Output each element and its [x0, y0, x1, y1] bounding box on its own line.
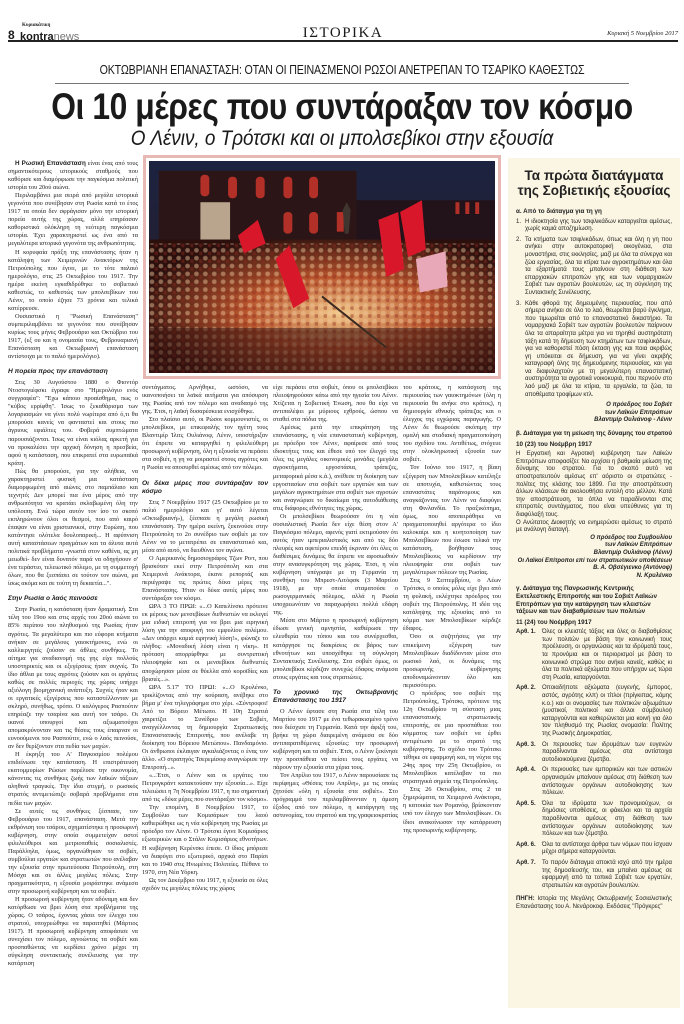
article-column-1 [8, 160, 138, 1020]
sidebar-title: Τα πρώτα διατάγματα της Σοβιετικής εξουσίας [517, 168, 671, 198]
paragraph-text: «...Έτσι, ο Λένιν και οι εργάτες του Πετρογκράντ κατακτούσαν την εξουσία...». Είχε τελειώσει η 7η Νοεμβρίου 1917, η πιο σημαντική από τις «δέκα μέρες που συντάραξαν τον κόσμο». [142, 772, 268, 804]
page-header [8, 24, 678, 42]
paragraph-text: Την επομένη, 8 Νοεμβρίου 1917, το Συμβούλιο των Κομισάριων του λαού καθιερώθηκε ως η νέα κυβέρνηση της Ρωσίας με πρόεδρο τον Λένιν. Ο Τρότσκι έγινε Κομισάριος εξωτερικών και ο Στάλιν Κομισάριος εθνοτήτων. Η κυβέρνηση Κερένσκι έπεσε. Ο ίδιος μπόρεσε να διαφύγει στο εξωτερικό, αρχικά στο Παρίσι και το 1940 στις Ηνωμένες Πολιτείες. Πέθανε το 1970, στη Νέα Υόρκη. [142, 804, 268, 876]
item-text: Οι περιουσίες των ιδρυμάτων των ευγενών παραδίνονται αμέσως στα αντίστοιχα αυτοδιοικούμενα ζέμστβο. [542, 741, 672, 763]
paragraph [142, 384, 268, 416]
headline: Οι 10 μέρες που συντάραξαν τον κόσμο [51, 86, 633, 127]
decree-c-articles [516, 629, 672, 890]
paragraph-text: Ως τον Δεκέμβριο του 1917, η εξουσία σε όλες σχεδόν τις μεγάλες πόλεις της χώρας [142, 876, 268, 892]
item-number: Αρθ. 7. [516, 859, 536, 866]
paragraph-text: Η έκρηξη του Α' Παγκοσμίου πολέμου επιδείνωσε την κατάσταση. Η επιστράτευση εκατομμυρίων Ρώσων παρέλυσε την οικονομία, κάνοντας τις συνθήκες ζωής των λαϊκών τάξεων αληθινά τραγικές. Την ίδια στιγμή, ο ρωσικός στρατός αντιμετώπιζε σοβαρά προβλήματα στα πεδία των μαχών. [8, 751, 138, 807]
paragraph-text: Η προσωρινή κυβέρνηση ήταν αδύναμη και δεν κατόρθωσε να βρει λύση στα προβλήματα της χώρας. Ο τσάρος, έχοντας χάσει τον έλεγχο του στρατού, υποχρεώθηκε να παραιτηθεί (Μάρτιος 1917). Η προσωρινή κυβέρνηση αποφάσισε να συνεχίσει τον πόλεμο, αγνοώντας τα σοβιέτ και προσπαθώντας να κερδίσει χρόνο μέχρι τη σύγκληση συντακτικής συνέλευσης για την κατάρτιση [8, 896, 138, 968]
paragraph-text: συντάγματος. Αρνήθηκε, ωστόσο, να ικανοποιήσει τα λαϊκά αιτήματα για απόσυρση της Ρωσίας από τον πόλεμο και αναδασμό της γης. Έτσι, η λαϊκή δυσαρέσκεια ενισχύθηκε. [142, 384, 268, 416]
section-subheading: Οι δέκα μέρες που συντάραξαν τον κόσμο [142, 479, 268, 495]
paragraph [142, 877, 268, 893]
revolution-painting [143, 155, 501, 379]
item-text: Οποιαδήποτε αξιώματα (ευγενής, έμπορος, αστός, αγρότης κλπ) οι τίτλοι (πρίγκιπας, κόμης κ.ο.) και οι ονομασίες των πολιτικών αξιωμάτων (μυστικοί, πολιτικοί και άλλοι σύμβουλοι) καταργούνται και καθιερώνεται μια κοινή για όλο τον πληθυσμό της Ρωσίας ονομασία: Πολίτης της Ρωσικής Δημοκρατίας. [542, 685, 672, 737]
paragraph [8, 606, 138, 751]
paragraph-lead: Η Ρωσική Επανάσταση [15, 160, 86, 167]
item-number: Αρθ. 2. [516, 685, 536, 692]
source-note: ΠΗΓΗ: Ιστορία της Μεγάλης Οκτωβριανής Σοσιαλιστικής Επανάστασης του Α. Νενάροκοφ. Εκδόσεις "Πρόγκρες" [516, 896, 672, 910]
paragraph-text: Πώς θα μπορούσε, για την αλήθεια, να χαρακτηριστεί φυσική μια κατάσταση διαμορφωμένη από αιώνες στο παμπάλαιο και τεχνητό; Δεν μπορεί πια ένα μέρος από την ανθρωπότητα να κρατάει σκλαβωμένη όλη την υπόλοιπη. Ενώ τώρα αυτόν τον ίσο το σκοπό εκπληρώνουν όλοι οι θεσμοί, που από καιρό έπαψαν να είναι χριστιανικοί, στην Ευρώπη, που κατάντησε ολότελα δουλοπαρική... Η αφύπνιση αυτή καταστάσεων πραγμάτων και τα άλυτα αυτά πολιτικά προβλήματα -γνωστά στον καθένα, ας μη μειωθεί- δεν είναι δυνατόν παρά να οδηγήσουν σ' ένα τεράστιο, τελειωτικό πόλεμο, με τη συμμετοχή όλων, που θα ξεσπάσει σε τούτον τον αιώνα, μα ίσως ακόμα και σε τούτη τη δεκαετία...". [8, 467, 138, 588]
paragraph-text: Όσο οι συζητήσεις για την επικείμενη εξέγερση των Μπολσεβίκων διαδίδονταν μέσα στο ρωσικό λαό, οι δυνάμεις της προσωρινής κυβέρνησης αποδυναμώνονταν όλο και περισσότερο. [403, 633, 501, 689]
decree-item [516, 629, 672, 682]
section-subheading: Το χρονικό της Οκτωβριανής Επανάστασης του 1917 [273, 688, 398, 704]
paragraph [273, 424, 398, 513]
item-number: 3. [516, 300, 522, 307]
paragraph [8, 808, 138, 897]
paragraph [403, 464, 501, 577]
item-number: 1. [516, 218, 522, 225]
paragraph-text: Η κορυφαία πράξη της επανάστασης ήταν η κατάληψη των Χειμερινών Ανακτόρων της Πετρούπολης που έγινε, με το τότε παλαιό ημερολόγιο, στις 25 Οκτωβρίου του 1917. Την ημέρα εκείνη εγκαθιδρύθηκε το σοβιετικό καθεστώς, το καθεστώς των μπολσεβίκων του Λένιν, το οποίο έζησε 73 χρόνια και τελικά κατέρρευσε. [8, 248, 138, 312]
section-subheading: Στην Ρωσία ο λαός πεινούσε [8, 595, 98, 603]
item-number: Αρθ. 5. [516, 800, 536, 807]
signature-line: Β. Α. Οβσέγιενκο (Αντόνοφ) [593, 565, 672, 572]
decree-a-list [516, 219, 672, 400]
paragraph [403, 633, 501, 689]
paragraph-text: είναι ένας από τους σημαντικότερους ιστορικούς σταθμούς που καθόρισε και διαμόρφωσε την παγκόσμια πολιτική ιστορία του 20ού αιώνα. [8, 160, 138, 192]
paragraph-text: Τον Απρίλιο του 1917, ο Λένιν παρουσίασε τις περίφημες «Θέσεις του Απρίλη», με τις οποίες ζητούσε «όλη η εξουσία στα σοβιέτ». Στο πρόγραμμά του περιλαμβάνονταν η άμεση έξοδος από τον πόλεμο, η κατάργηση της αστυνομίας, του στρατού και της γραφειοκρατίας [273, 772, 398, 820]
paragraph-text: Στις 26 Οκτωβρίου, στις 2 τα ξημερώματα, τα Χειμερινά Ανάκτορα, η κατοικία των Ρομανόφ, βρίσκονταν υπό τον έλεγχο των Μπολσεβίκων. Οι ίδιοι ανακοίνωσαν την κατάρρευση της προσωρινής κυβέρνησης. [403, 786, 501, 834]
kicker: ΟΚΤΩΒΡΙΑΝΗ ΕΠΑΝΑΣΤΑΣΗ: ΟΤΑΝ ΟΙ ΠΕΙΝΑΣΜΕΝΟΙ ΡΩΣΟΙ ΑΝΕΤΡΕΠΑΝ ΤΟ ΤΣΑΡΙΚΟ ΚΑΘΕΣΤΩΣ [99, 62, 585, 77]
paragraph [403, 690, 501, 787]
paragraph [142, 416, 268, 472]
paragraph [273, 772, 398, 820]
paragraph [142, 804, 268, 876]
paragraph [273, 384, 398, 424]
paragraph [403, 384, 501, 464]
decree-b-date: 10 (23) του Νοέμβρη 1917 [516, 440, 593, 448]
paragraph [273, 708, 398, 772]
item-text: Όλες οι κλειστές τάξεις και όλες οι διαβαθμίσεις των πολιτών με βάση την κοινωνική τους προέλευση, οι οργανώσεις και τα ιδρύματά τους, τα προνόμια και οι περιορισμοί με βάση το κοινωνικό στρώμα που ανήκει κανείς, καθώς κι όλα τα πολιτικά αξιώματα που υπήρχαν ως τώρα στη Ρωσία, καταργούνται. [542, 629, 672, 681]
decree-item [516, 237, 672, 298]
crowd-painting-image [149, 161, 495, 373]
decree-item [516, 742, 672, 765]
paragraph [273, 513, 398, 618]
section-subheading: Η πορεία προς την επανάσταση [8, 368, 108, 376]
item-number: 2. [516, 236, 522, 243]
paragraph-text: Στις 7 Νοεμβρίου 1917 (25 Οκτωβρίου με το παλιό ημερολόγιο και γι' αυτό λέγεται «Οκτωβριανή»), ξέσπασε η μεγάλη ρωσική επανάσταση. Την ημέρα εκείνη, ξεκινούσε στην Πετρούπολη το 2ο συνέδριο των σοβιέτ με τον Λένιν να το μετατρέπει σε επαναστατικό και, μέσα από αυτό, να διευθύνει τον αγώνα. [142, 498, 268, 554]
page-number: 8 [8, 28, 15, 42]
paragraph-text: Αμέσως μετά την επικράτηση της επανάστασης, η νέα επαναστατική κυβέρνηση, με πρόεδρο τον Λένιν, αφαίρεσε από τους ιδιοκτήτες τους και έθεσε υπό τον έλεγχό της όλες τις μεγάλες οικονομικές μονάδες (μεγάλα αγροκτήματα, εργοστάσια, τράπεζες, μεταφορικά μέσα κ.ά.), ανέθεσε τη διοίκηση των εργοστασίων στα σοβιέτ των εργατών και των μεγάλων αγροκτημάτων στα σοβιέτ των αγροτών και αναγνώρισε το δικαίωμα της αυτοδιάθεσης στις διάφορες εθνότητες της χώρας. [273, 424, 398, 512]
paragraph-text: Σε αυτές τις συνθήκες ξέσπασε, τον Φεβρουάριο του 1917, επανάσταση. Μετά την εκθρόνιση του τσάρου, σχηματίστηκε η προσωρινή κυβέρνηση, στην οποία συμμετείχαν αστοί φιλελεύθεροι και μετριοπαθείς σοσιαλιστές. Παράλληλα, όμως, οργανώθηκαν τα σοβιέτ, συμβούλια εργατών και στρατιωτών που ανέλαβαν την εξουσία στην πρωτεύουσα Πετρούπολη, στη Μόσχα και σε άλλες μεγάλες πόλεις. Στην πραγματικότητα, η εξουσία μοιράστηκε ανάμεσα στην προσωρινή κυβέρνηση και τα σοβιέτ. [8, 807, 138, 896]
item-text: Το παρόν διάταγμα αποκτά ισχύ από την ημέρα της δημοσίευσής του, και μπαίνει αμέσως σε εφαρμογή από τα τοπικά Σοβιέτ των εργατών, στρατιωτών και αγροτών βουλευτών. [542, 859, 672, 889]
decree-item [516, 685, 672, 738]
paragraph-text: ΩΡΑ 3 ΤΟ ΠΡΩΙ: «...Ο Καπελίνσκι πρότεινε εκ μέρους των μενσεβίκων διεθνιστών να εκλεγεί μια ειδική επιτροπή για να βρει μια ειρηνική λύση για την αποφυγή του εμφυλίου πολέμου. «Δεν υπάρχει καμιά ειρηνική λύση!», φώναζε το πλήθος: «Μοναδική λύση είναι η νίκη». Η πρόταση απορρίφθηκε με συντριπτική πλειοψηφία και οι μενσεβίκοι διεθνιστές αποχώρησαν μέσα σε θύελλα από κοροϊδίες και βρισιές...». [142, 603, 268, 683]
signature-line: Ν. Κρυλένκο [636, 572, 672, 579]
decree-item [516, 842, 672, 857]
paragraph-text: Ο Αμερικανός δημοσιογράφος Τζων Ριντ, που βρισκόταν εκεί στην Πετρούπολη και στα Χειμερινά Ανάκτορα, έκανε ρεπορτάζ και περιέγραψε τις πρώτες δέκα μέρες της Επανάστασης. Ήταν οι δέκα αυτές μέρες που συντάραξαν τον κόσμο. [142, 554, 268, 603]
item-text: Όλα τα αντίστοιχα άρθρα των νόμων που ίσχυαν μέχρι σήμερα καταργούνται. [542, 841, 672, 856]
paragraph [142, 499, 268, 555]
paragraph [273, 617, 398, 681]
signature-line: Ο πρόεδρος του Σοβιέτ [606, 402, 672, 409]
item-text: Όλα τα ιδρύματα των προνομιούχων, οι δημόσιες υποθέσεις, οι φάκελοι και τα αρχεία παραδίνονται αμέσως στη διάθεση των αντίστοιχων οργάνων αυτοδιοίκησης των πόλεων και των ζέμστβο. [542, 800, 672, 838]
paragraph [8, 160, 138, 192]
paragraph [142, 555, 268, 603]
paragraph [403, 577, 501, 633]
paragraph-text: Στην Ρωσία, η κατάσταση ήταν δραματική. Στα τέλη του 19ου και στις αρχές του 20ού αιώνα το 85% περίπου του πληθυσμού της Ρωσίας ήταν αγρότες. Τα μεγαλύτερα και πιο εύφορα κτήματα ανήκαν σε μεγάλους γαιοκτήμονες, ενώ οι καλλιεργητές ζούσαν σε άθλιες συνθήκες. Το αίτημα για αναδιανομή της γης είχε πολλούς υποστηρικτές και οι εξεγέρσεις ήταν συχνές. Το ίδιο άθλια με τους αγρότες ζούσαν και οι εργάτες καθώς σε πολλές περιοχές της χώρας υπήρχε αξιόλογη βιομηχανική ανάπτυξη. Συχνές ήταν και οι εργατικές εξεγέρσεις που καταστέλλονταν με σκληρό, συνήθως, τρόπο. Ο καλόγερος Ρασπούτιν επηρέαζε την τσαρίνα και αυτή τον τσάρο. Οι ικανοί υπουργοί και αξιωματούχοι απομακρύνονταν και τις θέσεις τους έπαιρναν οι ευνοούμενοι του Ρασπούτιν, ενώ ο λαός πεινούσε, αν δεν θερίζονταν στα πεδία των μαχών. [8, 606, 138, 751]
issue-date: Κυριακή 5 Νοεμβρίου 2017 [607, 30, 678, 37]
paragraph-text: Ο Λένιν έφτασε στη Ρωσία στα τέλη του Μαρτίου του 1917 με ένα τεθωρακισμένο τρένο που διέσχισε τη Γερμανία. Κατά την άφιξή του, βρήκε τη χώρα διαιρεμένη ανάμεσα σε δύο αντιπαρατιθέμενες εξουσίες: την προσωρινή κυβέρνηση και τα σοβιέτ. Έτσι, ο Λένιν ξεκίνησε την προσπάθεια να πείσει τους εργάτες να πάρουν την εξουσία στα χέρια τους. [273, 707, 398, 772]
paragraph-text: Στις 9 Σεπτεμβρίου, ο Λέων Τρότσκι, ο οποίος μόλις είχε βγει από τη φυλακή, εκλέχτηκε πρόεδρος του σοβιέτ της Πετρούπολης. Η ιδέα της κατάληψης της εξουσίας από το κόμμα των Μπολσεβίκων κέρδιζε έδαφος. [403, 577, 501, 633]
paragraph-text: Στις 30 Αυγούστου 1880 ο Φιοντόρ Ντοστογιέφσκι έγραφε στο "Ημερολόγιο ενός συγγραφέα": "Έχω κάποιο προαίσθημα, πως ο "κύβος ερρίφθη". Ίσως το ξεκαθάρισμα των λογαριασμών να γίνει πολύ νωρίτερα από ό,τι θα μπορούσε κανείς να φανταστεί και στους πιο άγριους εφιάλτες του. Φοβερά συμπτώματα παρουσιάζονται. Ίσως να είναι κιόλας αρκετή για να προκαλέσει την αρχική δόνηση η πρεσβεία, αφού η κατάσταση, που επικρατεί στα ευρωπαϊκά κράτη. [8, 379, 138, 467]
paragraph [8, 468, 138, 589]
paragraph [403, 786, 501, 834]
paragraph-text: Τον Ιούνιο του 1917, η βίαιη εξέγερση των Μπολσεβίκων κατέληξε σε αποτυχία, καθιστώντας τους επαναστάτες παράνομους και αναγκάζοντας τον Λένιν να διαφύγει στη Φινλανδία. Το πραξικόπημα, όμως, που αποπειράθηκε να πραγματοποιηθεί αργότερα το ίδιο καλοκαίρι και η κινητοποίηση των Μπολσεβίκων που έσωσε τελικά την κατάσταση, βοήθησαν τους Μπολσεβίκους να κερδίσουν την πλειοψηφία στα σοβιέτ των μεγαλύτερων πόλεων της Ρωσίας. [403, 464, 501, 577]
paragraph-text: Περιλαμβάνει μια σειρά από μεγάλα ιστορικά γεγονότα που συνέβησαν στη Ρωσία κατά το έτος 1917 τα οποία δεν σφράγισαν μόνο την ιστορική πορεία αυτής της χώρας, αλλά επηρέασαν καθοριστικά ολόκληρη τη νεότερη παγκόσμια ιστορία. Έχει χαρακτηριστεί ως ένα από τα μεγαλύτερα ιστορικά γεγονότα της ανθρωπότητας. [8, 192, 138, 248]
paragraph [142, 684, 268, 773]
paragraph [8, 192, 138, 248]
item-number: Αρθ. 3. [516, 741, 536, 748]
decree-item [516, 301, 672, 400]
subheadline: Ο Λένιν, ο Τρότσκι και οι μπολσεβίκοι στην εξουσία [130, 127, 554, 150]
paragraph [8, 379, 138, 468]
paragraph-text: του κράτους, η κατάσχεση της περιουσίας των γαιοκτημόνων (όλη η περιουσία θα ανήκε στο κράτος), η δημιουργία εθνικής τράπεζας και ο έλεγχος της εγχώριας παραγωγής. Ο Λένιν δε θεωρούσε σκόπιμη την ομαλή και σταδιακή πραγματοποίηση του σχεδίου του. Αντιθέτως, στόχευε στην ολοκληρωτική εξουσία των σοβιέτ. [403, 384, 501, 464]
signature-line: των Λαϊκών Επιτρόπων [604, 542, 672, 549]
paragraph-text: Ουσιαστικά η "Ρωσική Επανάσταση" συμπεριλαμβάνει τα γεγονότα που συνέβησαν κυρίως τους μήνες Φεβρουάριο και Οκτώβριο του 1917, (εξ ου και η ονομασία τους, Φεβρουαριανή Επανάσταση και Οκτωβριανή επανάσταση αντίστοιχα με το παλιό ημερολόγιο). [8, 312, 138, 361]
item-number: Αρθ. 6. [516, 841, 536, 848]
item-text: Τα κτήματα των τσιφλικάδων, όπως και όλη η γη που ανήκει στην αυτοκρατορική οικογένεια, στα μοναστήρια, στις εκκλησίες, μαζί με όλα τα σύνεργα και ζώα εργασίας, όλα τα κτίρια των αγροκτημάτων και όλα τα εξαρτήματά τους μπαίνουν στη διάθεση των επαρχιακών επιτροπών γης και των νομαρχιακών Σοβιέτ των αγροτών βουλευτών, ως τη σύγκληση της Συντακτικής Συνέλευσης. [525, 236, 672, 296]
paragraph [8, 249, 138, 313]
signature-line: Βλαντιμίρ Ουλιάνοφ (Λένιν) [593, 549, 672, 556]
decree-a-signature [516, 402, 672, 425]
paragraph-text: είχε περάσει στα σοβιέτ, όπου οι μπολσεβίκοι πλειοψηφούσαν κάτω από την ηγεσία του Λένιν. Χτίζεται η Σοβιετική Ένωση, που θα είχε να αντιπαλέψει με μύριους εχθρούς, ώσπου να σταθεί στα πόδια της. [273, 384, 398, 424]
kicker-divider [55, 83, 629, 84]
decree-item [516, 860, 672, 890]
signature-line: Οι Λαϊκοί Επίτροποι επί των στρατιωτικών υποθέσεων [517, 557, 672, 564]
item-text: Κάθε φθορά της δημευμένης περιουσίας, που από σήμερα ανήκει σε όλο το λαό, θεωρείται βαρύ έγκλημα, που τιμωρείται από το επαναστατικό δικαστήριο. Τα νομαρχιακά Σοβιέτ των αγροτών βουλευτών παίρνουν όλα τα απαραίτητα μέτρα για να τηρηθεί αυστηρότατη τάξη κατά τη δήμευση των κτημάτων των τσιφλικάδων, για να καθοριστεί πόση έκταση γης και ποια ακριβώς γη υπόκειται σε δήμευση, για να γίνει ακριβής καταγραφή όλης της δημευόμενης περιουσίας, και για να διαφυλαχτούν με τη μεγαλύτερη επαναστατική αυστηρότητα τα αγροτικά νοικοκυριά, που περνούν στο λαό μαζί με όλα τα κτίρια, τα εργαλεία, τα ζώα, τα αποθέματα τροφίμων κτλ. [525, 300, 672, 398]
decree-c-date: 11 (24) του Νοέμβρη 1917 [516, 618, 592, 626]
paragraph [8, 896, 138, 968]
decree-b-heading: β. Διάταγμα για τη μείωση της δύναμης του στρατού [516, 430, 673, 438]
signature-line: Βλαντιμίρ Ουλιάνοφ - Λένιν [594, 417, 672, 424]
paragraph [142, 772, 268, 804]
paragraph-text: ΩΡΑ 5.17' ΤΟ ΠΡΩΙ: «...Ο Κρυλένκο, τρικλίζοντας από την κούραση, ανέβηκε στο βήμα μ' ένα τηλεγράφημα στο χέρι. «Σύντροφοι! Από το Βόρειο Μέτωπο. Η 10η Στρατιά χαιρετίζει το Συνέδριο των Σοβιέτ, αναγγέλλοντας τη δημιουργία Στρατιωτικής Επαναστατικής Επιτροπής, που ανέλαβε τη διοίκηση του Βόρειου Μετώπου». Πανδαιμόνιο. Οι άνθρωποι έκλαιγαν αγκαλιάζοντας ο ένας τον άλλο. «Ο στρατηγός Τσερεμίσοφ αναγνώρισε την Επιτροπή...». [142, 683, 268, 772]
section-name: ΙΣΤΟΡΙΚΑ [302, 25, 384, 41]
decree-b-text: Η Εργατική και Αγροτική κυβέρνηση των Λαϊκών Επιτρόπων αποφασίζει: Να αρχίσει η βαθμιαία μείωση της δύναμης του στρατού. Για το σκοπό αυτό να αποστρατευτούν αμέσως επ' αόριστο οι στρατιώτες - πολίτες της κλάσης του 1899. Για την αποστράτευση άλλων κλάσεων θα ακολουθήσει εντολή στο μέλλον. Κατά την αποστράτευση, τα όπλα να παραδίνονται στις επιτροπές συντάγματος, που είναι υπεύθυνες για τη διαφύλαξή τους. [516, 451, 672, 518]
paragraph-text: Οι μπολσεβίκοι θεωρούσαν ότι η νέα σοσιαλιστική Ρωσία δεν είχε θέση στον Α' Παγκόσμιο πόλεμο, αφενός γιατί εκτιμούσαν ότι αυτός ήταν ιμπεριαλιστικός και από τις δύο πλευρές και αφετέρου επειδή έκριναν ότι όλες οι διαθέσιμες δυνάμεις θα έπρεπε να αφοσιωθούν στην ανασυγκρότηση της χώρας. Έτσι, η νέα κυβέρνηση υπέγραψε με τη Γερμανία τη συνθήκη του Μπρεστ-Λιτόφσκ (3 Μαρτίου 1918), με την οποία σταματούσε ο ρωσογερμανικός πόλεμος, αλλά η Ρωσία υποχρεωνόταν να παραχωρήσει πολλά εδάφη της. [273, 512, 398, 617]
signature-line: Ο πρόεδρος του Συμβουλίου [590, 534, 672, 541]
decree-a-heading: α. Από το διάταγμα για τη γη [516, 208, 602, 215]
article-column-2 [142, 384, 268, 1020]
decree-item [516, 801, 672, 839]
item-number: Αρθ. 1. [516, 629, 536, 636]
paragraph [142, 603, 268, 683]
paragraph-text: Μέσα στο Μάρτιο η προσωρινή κυβέρνηση έδωσε γενική αμνηστία, καθιέρωσε την ελευθερία του τύπου και του συνέρχεσθαι, κατάργησε τις διακρίσεις σε βάρος των εθνοτήτων και υποσχέθηκε τη σύγκληση Συντακτικής Συνέλευσης. Στα σοβιέτ όμως, οι μπολσεβίκοι κέρδιζαν συνεχώς έδαφος ανάμεσα στους εργάτες και τους στρατιώτες. [273, 617, 398, 681]
paragraph [8, 313, 138, 361]
item-number: Αρθ. 4. [516, 767, 536, 774]
article-column-3 [273, 384, 398, 1020]
newspaper-logo: Κυριακάτικη kontranews [20, 23, 80, 43]
article-column-4 [403, 384, 501, 1020]
decrees-sidebar [508, 158, 680, 1008]
signature-line: των Λαϊκών Επιτρόπων [604, 409, 672, 416]
paragraph [8, 751, 138, 807]
decree-c-heading: γ. Διάταγμα της Πανρωσικής Κεντρικής Εκτελεστικής Επιτροπής και του Σοβιέτ Λαϊκών Επιτρόπων για την κατάργηση των κλειστών τάξεων και των διαβαθμίσεων των πολιτών [516, 585, 657, 616]
decree-b-signature [516, 535, 672, 581]
paragraph-text: Ο πρόεδρος του σοβιέτ της Πετρούπολης, Τρότσκι, πρότεινε της 12η Οκτωβρίου τη σύσταση μιας επαναστατικής στρατιωτικής επιτροπής, σε μια προσπάθεια του κόμματος των σοβιέτ να έρθει αντιμέτωπο με το στρατό της κυβέρνησης. Το σχέδιο του Τρότσκι τέθηκε σε εφαρμογή και, τη νύχτα της 24ης προς την 25η Οκτωβρίου, οι Μπολσεβίκοι κατέλαβαν τα πιο στρατηγικά σημεία της Πετρούπολης. [403, 689, 501, 786]
item-text: Η ιδιοκτησία γης των τσιφλικάδων καταργείται αμέσως, χωρίς καμιά αποζημίωση. [525, 218, 672, 233]
decree-item [516, 219, 672, 234]
decree-b-text2: Ο Ανώτατος Διοικητής να ενημερώσει αμέσως το στρατό με ανάλογη διαταγή. [516, 519, 672, 534]
item-text: Οι περιουσίες των εμπορικών και των αστικών οργανισμών μπαίνουν αμέσως στη διάθεση των αντίστοιχων οργάνων αυτοδιοίκησης των πόλεων. [542, 767, 672, 797]
decree-item [516, 767, 672, 797]
paragraph-text: Στο πλαίσιο αυτό, οι Ρώσοι κομμουνιστές, οι μπολσεβίκοι, με επικεφαλής τον ηγέτη τους Βλαντιμίρ Ίλιτς Ουλιάνοφ, Λένιν, υποστήριξαν ότι έπρεπε να καταργηθεί η φιλελεύθερη προσωρινή κυβέρνηση, όλη η εξουσία να περάσει στα σοβιέτ, η γη να μοιραστεί στους αγρότες και η Ρωσία να αποσυρθεί αμέσως από τον πόλεμο. [142, 416, 268, 472]
